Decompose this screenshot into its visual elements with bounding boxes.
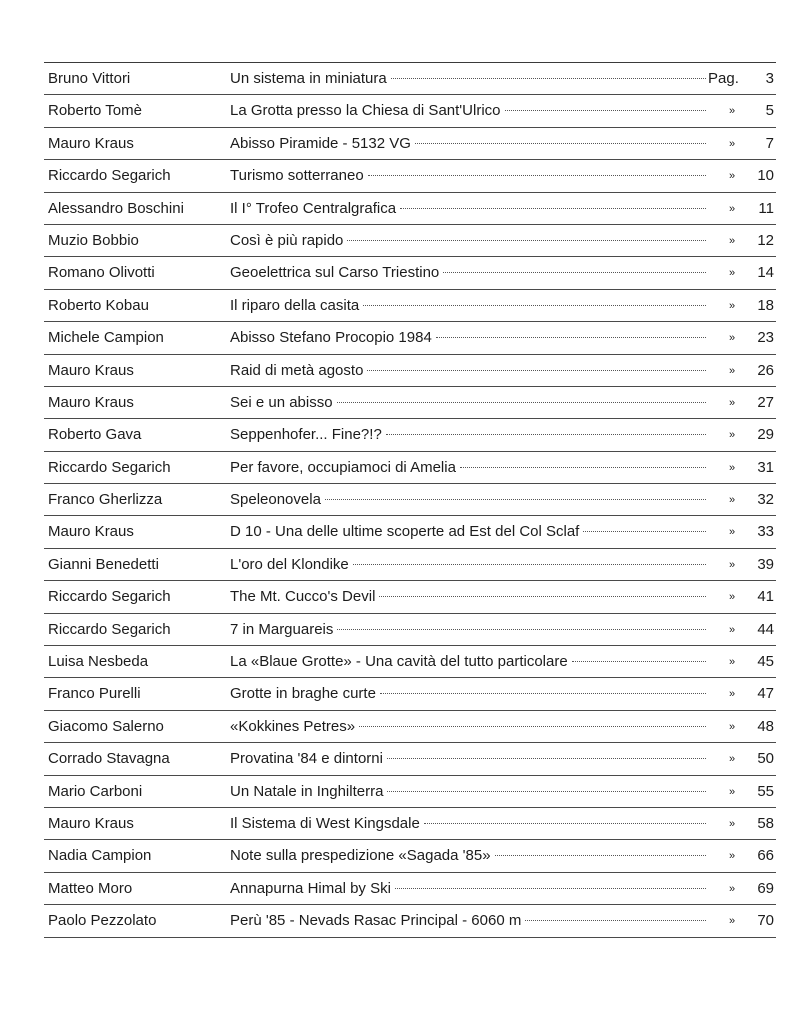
- toc-entry: [230, 257, 710, 289]
- page-number: 7: [765, 134, 774, 152]
- toc-author: Mauro Kraus: [48, 814, 134, 832]
- toc-author: Riccardo Segarich: [48, 588, 171, 606]
- toc-entry: [230, 873, 710, 905]
- toc-entry: [230, 387, 710, 419]
- toc-title: Seppenhofer... Fine?!?: [230, 426, 382, 444]
- page-number: 47: [757, 685, 774, 703]
- toc-entry: [230, 419, 710, 451]
- toc-row: [44, 160, 776, 192]
- toc-author: Mauro Kraus: [48, 361, 134, 379]
- toc-author: Riccardo Segarich: [48, 458, 171, 476]
- toc-row: [44, 290, 776, 322]
- toc-entry: [230, 711, 710, 743]
- dot-leader: [367, 370, 706, 371]
- page-marker: »: [728, 494, 736, 507]
- dot-leader: [363, 305, 706, 306]
- page-number: 58: [757, 814, 774, 832]
- toc-title: Annapurna Himal by Ski: [230, 879, 391, 897]
- page-marker: »: [728, 850, 736, 863]
- toc-author: Romano Olivotti: [48, 264, 155, 282]
- toc-entry: [230, 484, 710, 516]
- toc-author: Matteo Moro: [48, 879, 133, 897]
- toc-author: Roberto Kobau: [48, 296, 149, 314]
- toc-entry: [230, 452, 710, 484]
- toc-entry: [230, 808, 710, 840]
- page-marker: »: [728, 817, 736, 830]
- toc-row: [44, 873, 776, 905]
- toc-title: La Grotta presso la Chiesa di Sant'Ulrico: [230, 102, 501, 120]
- toc-author: Mauro Kraus: [48, 134, 134, 152]
- dot-leader: [505, 110, 707, 111]
- toc-row: [44, 549, 776, 581]
- page-marker: »: [728, 688, 736, 701]
- toc-title: Un sistema in miniatura: [230, 70, 387, 87]
- page-marker: »: [728, 105, 736, 118]
- toc-author: Roberto Gava: [48, 426, 142, 444]
- toc-row: [44, 387, 776, 419]
- toc-row: [44, 225, 776, 257]
- page-marker: »: [728, 170, 736, 183]
- page-number: 39: [757, 555, 774, 573]
- page-number: 14: [757, 264, 774, 282]
- page-number: 3: [765, 70, 774, 87]
- page-marker: »: [728, 461, 736, 474]
- toc-row: [44, 614, 776, 646]
- toc-author: Giacomo Salerno: [48, 717, 164, 735]
- page-marker: »: [728, 623, 736, 636]
- toc-title: Perù '85 - Nevads Rasac Principal - 6060 m: [230, 912, 522, 930]
- dot-leader: [387, 758, 706, 759]
- toc-title: La «Blaue Grotte» - Una cavità del tutto particolare: [230, 653, 568, 671]
- page-marker: »: [728, 785, 736, 798]
- toc-entry: [230, 549, 710, 581]
- page-number: 44: [757, 620, 774, 638]
- toc-entry: [230, 646, 710, 678]
- toc-entry: [230, 776, 710, 808]
- page-number: 29: [757, 426, 774, 444]
- page-number: 23: [757, 329, 774, 347]
- page-marker: »: [728, 137, 736, 150]
- dot-leader: [495, 855, 706, 856]
- toc-title: Abisso Piramide - 5132 VG: [230, 134, 411, 152]
- toc-entry: [230, 322, 710, 354]
- page-number: 31: [757, 458, 774, 476]
- dot-leader: [583, 531, 706, 532]
- toc-title: Per favore, occupiamoci di Amelia: [230, 458, 456, 476]
- dot-leader: [387, 791, 706, 792]
- dot-leader: [359, 726, 706, 727]
- toc-row: [44, 257, 776, 289]
- toc-entry: [230, 516, 710, 548]
- toc-title: «Kokkines Petres»: [230, 717, 356, 735]
- dot-leader: [443, 272, 706, 273]
- page-marker: »: [728, 267, 736, 280]
- dot-leader: [460, 467, 706, 468]
- toc-entry: [230, 225, 710, 257]
- toc-row: [44, 322, 776, 354]
- toc-row: [44, 581, 776, 613]
- toc-row: [44, 905, 776, 937]
- dot-leader: [572, 661, 706, 662]
- toc-title: Turismo sotterraneo: [230, 167, 364, 185]
- toc-title: Raid di metà agosto: [230, 361, 364, 379]
- page-marker: »: [728, 202, 736, 215]
- toc-author: Alessandro Boschini: [48, 199, 184, 217]
- toc-title: Il Sistema di West Kingsdale: [230, 814, 420, 832]
- page-number: 33: [757, 523, 774, 541]
- toc-title: Un Natale in Inghilterra: [230, 782, 384, 800]
- dot-leader: [379, 596, 706, 597]
- page-marker: »: [728, 429, 736, 442]
- toc-title: Provatina '84 e dintorni: [230, 750, 383, 768]
- toc-author: Mauro Kraus: [48, 523, 134, 541]
- toc-row: [44, 355, 776, 387]
- page-number: 26: [757, 361, 774, 379]
- dot-leader: [325, 499, 706, 500]
- page-marker: »: [728, 364, 736, 377]
- toc-title: Note sulla prespedizione «Sagada '85»: [230, 847, 491, 865]
- toc-title: D 10 - Una delle ultime scoperte ad Est del Col Sclaf: [230, 523, 580, 541]
- toc-row: [44, 95, 776, 127]
- dot-leader: [415, 143, 706, 144]
- dot-leader: [368, 175, 706, 176]
- dot-leader: [391, 78, 706, 79]
- toc-entry: [230, 290, 710, 322]
- toc-entry: [230, 581, 710, 613]
- dot-leader: [347, 240, 706, 241]
- toc-row: [44, 452, 776, 484]
- dot-leader: [424, 823, 706, 824]
- dot-leader: [525, 920, 706, 921]
- page-marker: »: [728, 299, 736, 312]
- table-of-contents: [44, 62, 776, 938]
- toc-row: [44, 128, 776, 160]
- toc-author: Riccardo Segarich: [48, 167, 171, 185]
- page-number: 41: [757, 588, 774, 606]
- toc-author: Muzio Bobbio: [48, 231, 139, 249]
- toc-row: [44, 63, 776, 95]
- page-number: 32: [757, 491, 774, 509]
- page-number: 48: [757, 717, 774, 735]
- toc-row: [44, 776, 776, 808]
- toc-author: Roberto Tomè: [48, 102, 142, 120]
- page-number: 70: [757, 912, 774, 930]
- toc-title: Il riparo della casita: [230, 296, 360, 314]
- page-marker: »: [728, 591, 736, 604]
- page-marker: »: [728, 882, 736, 895]
- toc-title: Grotte in braghe curte: [230, 685, 376, 703]
- page-marker: »: [728, 526, 736, 539]
- page-marker: »: [728, 396, 736, 409]
- toc-entry: [230, 905, 710, 937]
- page-number: 27: [757, 393, 774, 411]
- toc-entry: [230, 840, 710, 872]
- dot-leader: [400, 208, 706, 209]
- toc-row: [44, 516, 776, 548]
- toc-row: [44, 808, 776, 840]
- toc-author: Mauro Kraus: [48, 393, 134, 411]
- toc-title: Geoelettrica sul Carso Triestino: [230, 264, 440, 282]
- page-marker: »: [728, 558, 736, 571]
- dot-leader: [436, 337, 706, 338]
- toc-row: [44, 678, 776, 710]
- toc-entry: [230, 355, 710, 387]
- toc-entry: [230, 193, 710, 225]
- toc-row: [44, 193, 776, 225]
- toc-author: Gianni Benedetti: [48, 555, 159, 573]
- toc-entry: [230, 95, 710, 127]
- toc-title: Il I° Trofeo Centralgrafica: [230, 199, 397, 217]
- page-marker: Pag.: [708, 70, 739, 87]
- dot-leader: [395, 888, 706, 889]
- toc-title: Sei e un abisso: [230, 393, 333, 411]
- toc-entry: [230, 63, 710, 95]
- page-number: 45: [757, 653, 774, 671]
- page-marker: »: [728, 332, 736, 345]
- toc-author: Nadia Campion: [48, 847, 152, 865]
- toc-author: Franco Purelli: [48, 685, 141, 703]
- dot-leader: [386, 434, 706, 435]
- dot-leader: [337, 629, 706, 630]
- toc-entry: [230, 614, 710, 646]
- toc-entry: [230, 678, 710, 710]
- toc-author: Corrado Stavagna: [48, 750, 170, 768]
- toc-row: [44, 743, 776, 775]
- page-number: 12: [757, 231, 774, 249]
- toc-title: The Mt. Cucco's Devil: [230, 588, 376, 606]
- toc-entry: [230, 743, 710, 775]
- page-marker: »: [728, 234, 736, 247]
- toc-author: Michele Campion: [48, 329, 164, 347]
- toc-row: [44, 711, 776, 743]
- dot-leader: [380, 693, 706, 694]
- toc-title: Abisso Stefano Procopio 1984: [230, 329, 432, 347]
- page-number: 50: [757, 750, 774, 768]
- toc-row: [44, 419, 776, 451]
- dot-leader: [353, 564, 706, 565]
- page-number: 66: [757, 847, 774, 865]
- page-number: 69: [757, 879, 774, 897]
- page-marker: »: [728, 656, 736, 669]
- page-marker: »: [728, 720, 736, 733]
- toc-entry: [230, 128, 710, 160]
- page-number: 18: [757, 296, 774, 314]
- page-number: 10: [757, 167, 774, 185]
- toc-entry: [230, 160, 710, 192]
- dot-leader: [337, 402, 706, 403]
- toc-author: Franco Gherlizza: [48, 491, 163, 509]
- page-number: 55: [757, 782, 774, 800]
- toc-author: Bruno Vittori: [48, 70, 131, 87]
- page-number: 11: [758, 199, 774, 217]
- page-number: 5: [765, 102, 774, 120]
- toc-row: [44, 840, 776, 872]
- page-marker: »: [728, 915, 736, 928]
- toc-row: [44, 484, 776, 516]
- toc-author: Mario Carboni: [48, 782, 143, 800]
- toc-title: 7 in Marguareis: [230, 620, 334, 638]
- toc-title: L'oro del Klondike: [230, 555, 349, 573]
- toc-title: Speleonovela: [230, 491, 321, 509]
- toc-title: Così è più rapido: [230, 231, 344, 249]
- toc-author: Luisa Nesbeda: [48, 653, 149, 671]
- toc-author: Riccardo Segarich: [48, 620, 171, 638]
- toc-author: Paolo Pezzolato: [48, 912, 157, 930]
- toc-row: [44, 646, 776, 678]
- page-marker: »: [728, 753, 736, 766]
